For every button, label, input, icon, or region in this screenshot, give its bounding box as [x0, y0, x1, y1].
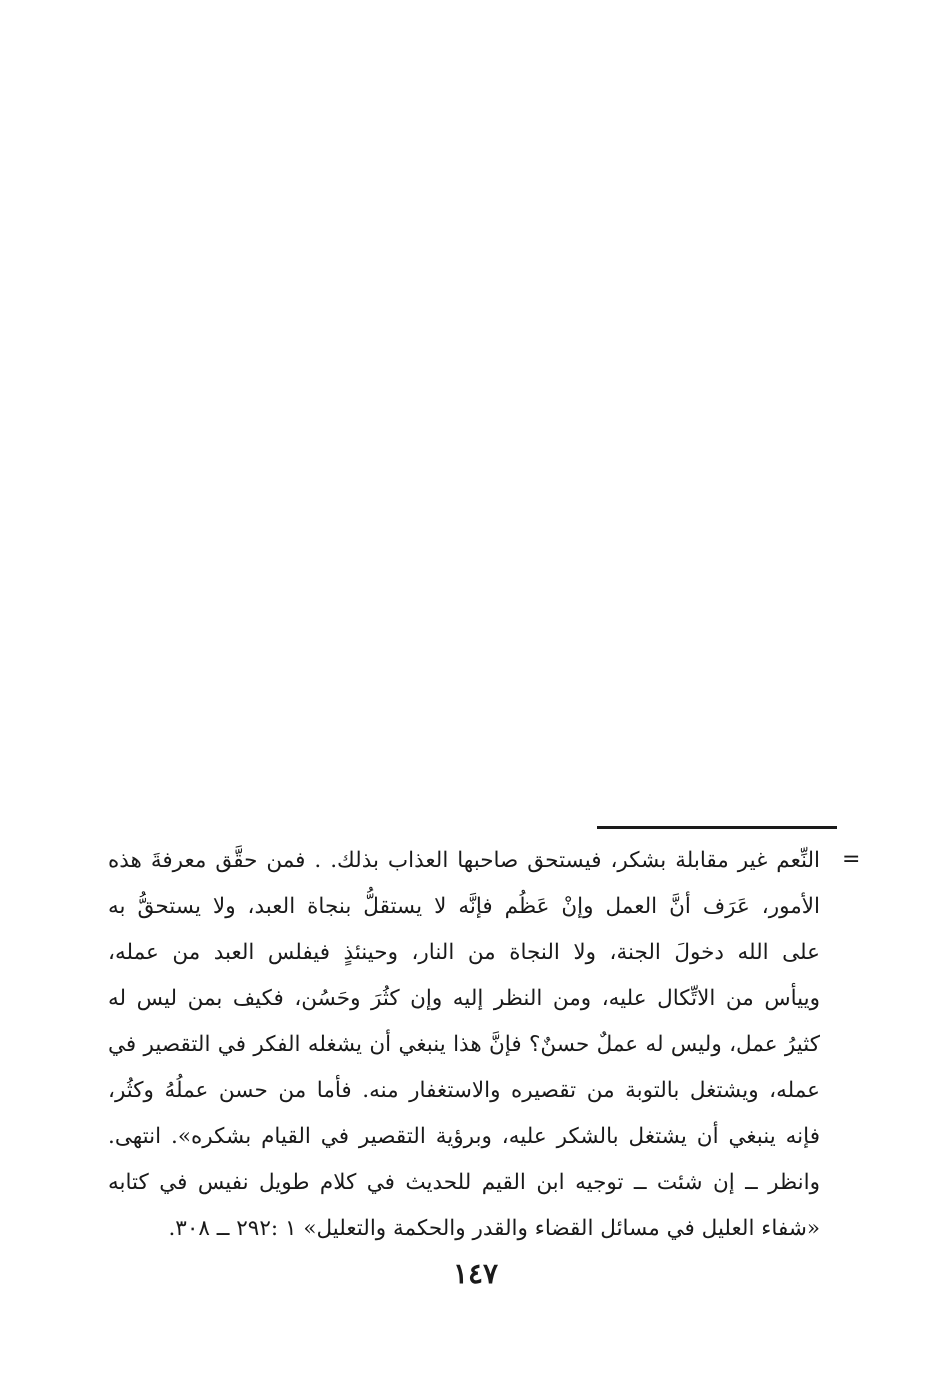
footnote-line-4: وييأس من الاتِّكال عليه، ومن النظر إليه وإن كثُرَ وحَسُن، فكيف بمن ليس له	[108, 986, 820, 1011]
footnote-line-3: على الله دخولَ الجنة، ولا النجاة من النار، وحينئذٍ فيفلس العبد من عمله،	[108, 940, 820, 965]
footnote-line-5: كثيرُ عمل، وليس له عملٌ حسنٌ؟ فإنَّ هذا ينبغي أن يشغله الفكر في التقصير في	[108, 1032, 820, 1057]
footnote-line-2: الأمور، عَرَف أنَّ العمل وإنْ عَظُم فإنَّه لا يستقلُّ بنجاة العبد، ولا يستحقُّ به	[108, 894, 820, 919]
footnote-line-1: النِّعم غير مقابلة بشكر، فيستحق صاحبها العذاب بذلك. . فمن حقَّق معرفةَ هذه	[108, 848, 820, 873]
footnote-line-8: وانظر ــ إن شئت ــ توجيه ابن القيم للحديث في كلام طويل نفيس في كتابه	[108, 1170, 820, 1195]
footnote-line-6: عمله، ويشتغل بالتوبة من تقصيره والاستغفار منه. فأما من حسن عملُهُ وكثُر،	[108, 1078, 820, 1103]
footnote-line-9: «شفاء العليل في مسائل القضاء والقدر والحكمة والتعليل» ١ :٢٩٢ ــ ٣٠٨.	[168, 1216, 820, 1241]
footnote-text	[108, 838, 820, 1252]
footnote-line-7: فإنه ينبغي أن يشتغل بالشكر عليه، وبرؤية التقصير في القيام بشكره». انتهى.	[108, 1124, 820, 1149]
page-number: ١٤٧	[452, 1257, 499, 1290]
footnote-continuation-mark: =	[842, 847, 861, 872]
footnote-separator-rule	[597, 826, 837, 829]
